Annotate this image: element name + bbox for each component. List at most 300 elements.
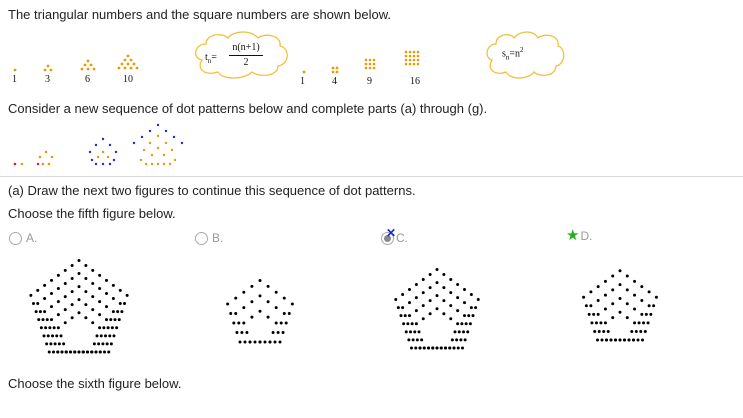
dot bbox=[626, 275, 629, 278]
dot bbox=[54, 342, 57, 345]
dot bbox=[86, 351, 89, 354]
dot bbox=[415, 322, 418, 325]
dot bbox=[415, 309, 418, 312]
dot bbox=[640, 285, 643, 288]
dot bbox=[32, 302, 35, 305]
dot bbox=[626, 302, 629, 305]
dot bbox=[57, 313, 60, 316]
dot bbox=[245, 331, 248, 334]
dot bbox=[589, 304, 592, 307]
dot bbox=[112, 310, 115, 313]
dot bbox=[274, 341, 277, 344]
dot bbox=[602, 330, 605, 333]
dot bbox=[275, 321, 278, 324]
dot bbox=[118, 318, 121, 321]
dot bbox=[444, 347, 447, 350]
option-a[interactable] bbox=[9, 231, 37, 245]
dot bbox=[98, 287, 101, 290]
dot bbox=[269, 341, 272, 344]
dot bbox=[593, 330, 596, 333]
dot bbox=[64, 295, 67, 298]
dot bbox=[267, 300, 270, 303]
dot bbox=[229, 312, 232, 315]
dot bbox=[267, 316, 270, 319]
dot bbox=[427, 347, 430, 350]
fraction-bar bbox=[229, 55, 263, 56]
dot bbox=[49, 342, 52, 345]
dot bbox=[410, 347, 413, 350]
dot bbox=[642, 321, 645, 324]
dot bbox=[126, 294, 129, 297]
dot bbox=[84, 290, 87, 293]
dot bbox=[91, 269, 94, 272]
dot bbox=[71, 277, 74, 280]
dot bbox=[282, 331, 285, 334]
dot bbox=[114, 318, 117, 321]
dot bbox=[414, 347, 417, 350]
option-b-label: B. bbox=[212, 231, 224, 245]
dot bbox=[401, 306, 404, 309]
dot bbox=[73, 351, 76, 354]
dot bbox=[463, 301, 466, 304]
dot bbox=[623, 339, 626, 342]
dot bbox=[250, 285, 253, 288]
dot bbox=[449, 317, 452, 320]
pentagon-sequence bbox=[10, 122, 190, 172]
dot bbox=[43, 297, 46, 300]
dot bbox=[633, 308, 636, 311]
dot bbox=[442, 286, 445, 289]
dot bbox=[449, 278, 452, 281]
dot bbox=[40, 326, 43, 329]
dot bbox=[589, 290, 592, 293]
radio-c[interactable] bbox=[381, 225, 397, 245]
dot bbox=[619, 311, 622, 314]
formula-tri-numerator: n(n+1) bbox=[232, 42, 260, 53]
dot bbox=[456, 296, 459, 299]
dot bbox=[619, 339, 622, 342]
dot bbox=[84, 264, 87, 267]
dot bbox=[112, 284, 115, 287]
option-c-figure bbox=[392, 250, 482, 355]
dot bbox=[291, 302, 294, 305]
sq-label-16: 16 bbox=[410, 76, 420, 87]
dot bbox=[104, 334, 107, 337]
dot bbox=[449, 291, 452, 294]
dot bbox=[459, 338, 462, 341]
dot bbox=[652, 304, 655, 307]
dot bbox=[82, 351, 85, 354]
dot bbox=[58, 342, 61, 345]
dot bbox=[234, 297, 237, 300]
dot bbox=[465, 322, 468, 325]
dot bbox=[71, 303, 74, 306]
dot bbox=[267, 285, 270, 288]
dot bbox=[234, 312, 237, 315]
dot bbox=[64, 308, 67, 311]
dot bbox=[44, 326, 47, 329]
tri-label-3: 3 bbox=[45, 74, 50, 85]
choose-fifth-text: Choose the fifth figure below. bbox=[8, 206, 176, 221]
dot bbox=[456, 283, 459, 286]
dot bbox=[588, 313, 591, 316]
dot bbox=[408, 301, 411, 304]
dot bbox=[29, 294, 32, 297]
dot bbox=[429, 299, 432, 302]
dot bbox=[43, 284, 46, 287]
dot bbox=[406, 322, 409, 325]
dot bbox=[37, 318, 40, 321]
dot bbox=[597, 299, 600, 302]
dot bbox=[638, 321, 641, 324]
dot bbox=[455, 338, 458, 341]
dot bbox=[279, 341, 282, 344]
dot bbox=[91, 282, 94, 285]
dot bbox=[280, 321, 283, 324]
dot bbox=[48, 326, 51, 329]
dot bbox=[235, 331, 238, 334]
dot bbox=[55, 334, 58, 337]
dot bbox=[62, 342, 65, 345]
dot bbox=[105, 292, 108, 295]
dot bbox=[408, 288, 411, 291]
dot bbox=[592, 313, 595, 316]
part-a-text: (a) Draw the next two figures to continue this sequence of dot patterns. bbox=[8, 183, 416, 198]
dot bbox=[237, 321, 240, 324]
dot bbox=[431, 347, 434, 350]
dot bbox=[91, 308, 94, 311]
option-d[interactable] bbox=[566, 228, 592, 243]
dot bbox=[259, 341, 262, 344]
dot bbox=[91, 295, 94, 298]
dot bbox=[422, 291, 425, 294]
dot bbox=[119, 302, 122, 305]
dot bbox=[84, 277, 87, 280]
dot bbox=[404, 314, 407, 317]
dot bbox=[596, 339, 599, 342]
dot bbox=[466, 330, 469, 333]
dot bbox=[105, 279, 108, 282]
dot bbox=[451, 338, 454, 341]
dot bbox=[407, 338, 410, 341]
dot bbox=[71, 316, 74, 319]
dot bbox=[415, 283, 418, 286]
dot bbox=[628, 339, 631, 342]
dot bbox=[250, 316, 253, 319]
dot bbox=[436, 294, 439, 297]
dot bbox=[647, 321, 650, 324]
dot bbox=[470, 306, 473, 309]
dot bbox=[250, 300, 253, 303]
dot bbox=[57, 326, 60, 329]
dot bbox=[598, 330, 601, 333]
option-a-figure bbox=[14, 250, 144, 360]
choose-sixth-text: Choose the sixth figure below. bbox=[8, 376, 182, 391]
dot bbox=[464, 338, 467, 341]
dot bbox=[619, 297, 622, 300]
tri-label-10: 10 bbox=[123, 74, 133, 85]
dot bbox=[422, 278, 425, 281]
dot bbox=[84, 316, 87, 319]
dot bbox=[648, 304, 651, 307]
consider-text: Consider a new sequence of dot patterns below and complete parts (a) through (g). bbox=[8, 101, 488, 116]
dot bbox=[50, 305, 53, 308]
dot bbox=[106, 342, 109, 345]
dot bbox=[53, 326, 56, 329]
dot bbox=[61, 351, 64, 354]
dot bbox=[78, 259, 81, 262]
dot bbox=[415, 296, 418, 299]
sq-label-1: 1 bbox=[300, 76, 305, 87]
dot bbox=[641, 339, 644, 342]
incorrect-x-icon: ✕ bbox=[386, 225, 397, 240]
dot bbox=[259, 294, 262, 297]
dot bbox=[597, 285, 600, 288]
dot bbox=[275, 291, 278, 294]
dot bbox=[60, 334, 63, 337]
dot bbox=[645, 313, 648, 316]
dot bbox=[429, 273, 432, 276]
dot bbox=[442, 312, 445, 315]
dot bbox=[442, 273, 445, 276]
dot bbox=[611, 275, 614, 278]
dot bbox=[477, 298, 480, 301]
dot bbox=[78, 285, 81, 288]
dot bbox=[448, 347, 451, 350]
option-a-label: A. bbox=[26, 231, 38, 245]
dot bbox=[283, 297, 286, 300]
dot bbox=[470, 293, 473, 296]
dot bbox=[604, 280, 607, 283]
dot bbox=[242, 321, 245, 324]
dot bbox=[78, 272, 81, 275]
dot bbox=[78, 351, 81, 354]
dot bbox=[35, 310, 38, 313]
dot bbox=[264, 341, 267, 344]
dot bbox=[101, 342, 104, 345]
dot bbox=[57, 300, 60, 303]
dot bbox=[422, 317, 425, 320]
dot bbox=[409, 330, 412, 333]
dot bbox=[436, 268, 439, 271]
dot bbox=[413, 330, 416, 333]
dot bbox=[102, 326, 105, 329]
formula-tri-lhs: $t_n=$ bbox=[205, 52, 217, 65]
dot bbox=[633, 280, 636, 283]
dot bbox=[454, 330, 457, 333]
radio-a[interactable] bbox=[9, 232, 22, 245]
dot bbox=[611, 288, 614, 291]
dot bbox=[644, 330, 647, 333]
dot bbox=[626, 288, 629, 291]
dot bbox=[98, 313, 101, 316]
dot bbox=[120, 310, 123, 313]
dot bbox=[277, 331, 280, 334]
dot bbox=[604, 321, 607, 324]
dot bbox=[436, 347, 439, 350]
dot bbox=[412, 338, 415, 341]
correct-star-icon: ★ bbox=[566, 227, 580, 244]
dot bbox=[640, 313, 643, 316]
dot bbox=[283, 312, 286, 315]
dot bbox=[648, 290, 651, 293]
dot bbox=[420, 338, 423, 341]
dot bbox=[590, 321, 593, 324]
dot bbox=[47, 334, 50, 337]
dot bbox=[249, 341, 252, 344]
dot bbox=[244, 341, 247, 344]
dot bbox=[408, 314, 411, 317]
dot bbox=[655, 296, 658, 299]
dot bbox=[460, 322, 463, 325]
dot bbox=[429, 286, 432, 289]
dot bbox=[619, 269, 622, 272]
dot bbox=[640, 299, 643, 302]
dot bbox=[418, 330, 421, 333]
dot bbox=[100, 334, 103, 337]
dot bbox=[64, 269, 67, 272]
dot bbox=[242, 306, 245, 309]
dot bbox=[633, 294, 636, 297]
dot bbox=[405, 330, 408, 333]
dot bbox=[601, 339, 604, 342]
dot bbox=[462, 330, 465, 333]
dot bbox=[78, 311, 81, 314]
dot bbox=[582, 296, 585, 299]
dot bbox=[630, 330, 633, 333]
dot bbox=[57, 287, 60, 290]
dot bbox=[619, 283, 622, 286]
dot bbox=[107, 351, 110, 354]
dot bbox=[626, 316, 629, 319]
formula-cloud-square bbox=[484, 30, 564, 78]
dot bbox=[416, 338, 419, 341]
dot bbox=[456, 309, 459, 312]
dot bbox=[288, 312, 291, 315]
dot bbox=[419, 347, 422, 350]
dot bbox=[50, 279, 53, 282]
dot bbox=[103, 351, 106, 354]
dot bbox=[635, 330, 638, 333]
dot bbox=[107, 326, 110, 329]
dot bbox=[453, 347, 456, 350]
dot bbox=[259, 279, 262, 282]
dot bbox=[41, 318, 44, 321]
dot bbox=[472, 314, 475, 317]
dot bbox=[123, 302, 126, 305]
dot bbox=[226, 302, 229, 305]
dot bbox=[463, 314, 466, 317]
dot bbox=[91, 321, 94, 324]
dot bbox=[599, 321, 602, 324]
dot bbox=[275, 306, 278, 309]
dot bbox=[474, 306, 477, 309]
tri-label-1: 1 bbox=[12, 74, 17, 85]
dot bbox=[65, 351, 68, 354]
dot bbox=[614, 339, 617, 342]
dot bbox=[105, 318, 108, 321]
dot bbox=[57, 274, 60, 277]
sq-label-4: 4 bbox=[332, 76, 337, 87]
option-c-label: C. bbox=[396, 231, 408, 245]
dot bbox=[232, 321, 235, 324]
dot bbox=[457, 347, 460, 350]
dot bbox=[56, 351, 59, 354]
dot bbox=[429, 312, 432, 315]
dot bbox=[50, 318, 53, 321]
formula-tri-denominator: 2 bbox=[243, 57, 249, 68]
tri-label-6: 6 bbox=[85, 74, 90, 85]
dot bbox=[637, 339, 640, 342]
formula-sq: $s_n=n^2$ bbox=[502, 46, 524, 62]
dot bbox=[632, 339, 635, 342]
dot bbox=[95, 351, 98, 354]
dot bbox=[397, 306, 400, 309]
dot bbox=[442, 299, 445, 302]
dot bbox=[607, 330, 610, 333]
dot bbox=[649, 313, 652, 316]
dot bbox=[611, 316, 614, 319]
option-c[interactable] bbox=[381, 225, 408, 245]
dot bbox=[69, 351, 72, 354]
dot bbox=[285, 321, 288, 324]
dot bbox=[611, 302, 614, 305]
dot bbox=[604, 294, 607, 297]
dot bbox=[119, 289, 122, 292]
dot bbox=[401, 293, 404, 296]
option-b[interactable] bbox=[195, 231, 223, 245]
divider bbox=[0, 176, 743, 177]
dot bbox=[239, 341, 242, 344]
dot bbox=[402, 322, 405, 325]
intro-text: The triangular numbers and the square numbers are shown below. bbox=[8, 7, 391, 22]
dot bbox=[90, 351, 93, 354]
dot bbox=[51, 334, 54, 337]
dot bbox=[64, 282, 67, 285]
dot bbox=[422, 304, 425, 307]
dot bbox=[469, 322, 472, 325]
dot bbox=[64, 321, 67, 324]
dot bbox=[399, 314, 402, 317]
dot bbox=[449, 304, 452, 307]
dot bbox=[43, 334, 46, 337]
dot bbox=[585, 304, 588, 307]
option-d-figure bbox=[570, 252, 670, 347]
dot bbox=[633, 321, 636, 324]
dot bbox=[110, 342, 113, 345]
dot bbox=[597, 313, 600, 316]
dot bbox=[112, 297, 115, 300]
dot bbox=[93, 342, 96, 345]
dot bbox=[39, 310, 42, 313]
dot bbox=[240, 331, 243, 334]
dot bbox=[639, 330, 642, 333]
dot bbox=[98, 274, 101, 277]
dot bbox=[595, 321, 598, 324]
dot bbox=[105, 305, 108, 308]
dot bbox=[36, 289, 39, 292]
dot bbox=[272, 331, 275, 334]
dot bbox=[98, 300, 101, 303]
dot bbox=[109, 318, 112, 321]
dot bbox=[96, 334, 99, 337]
dot bbox=[116, 310, 119, 313]
radio-b[interactable] bbox=[195, 232, 208, 245]
dot bbox=[604, 308, 607, 311]
dot bbox=[71, 264, 74, 267]
dot bbox=[436, 307, 439, 310]
dot bbox=[50, 292, 53, 295]
